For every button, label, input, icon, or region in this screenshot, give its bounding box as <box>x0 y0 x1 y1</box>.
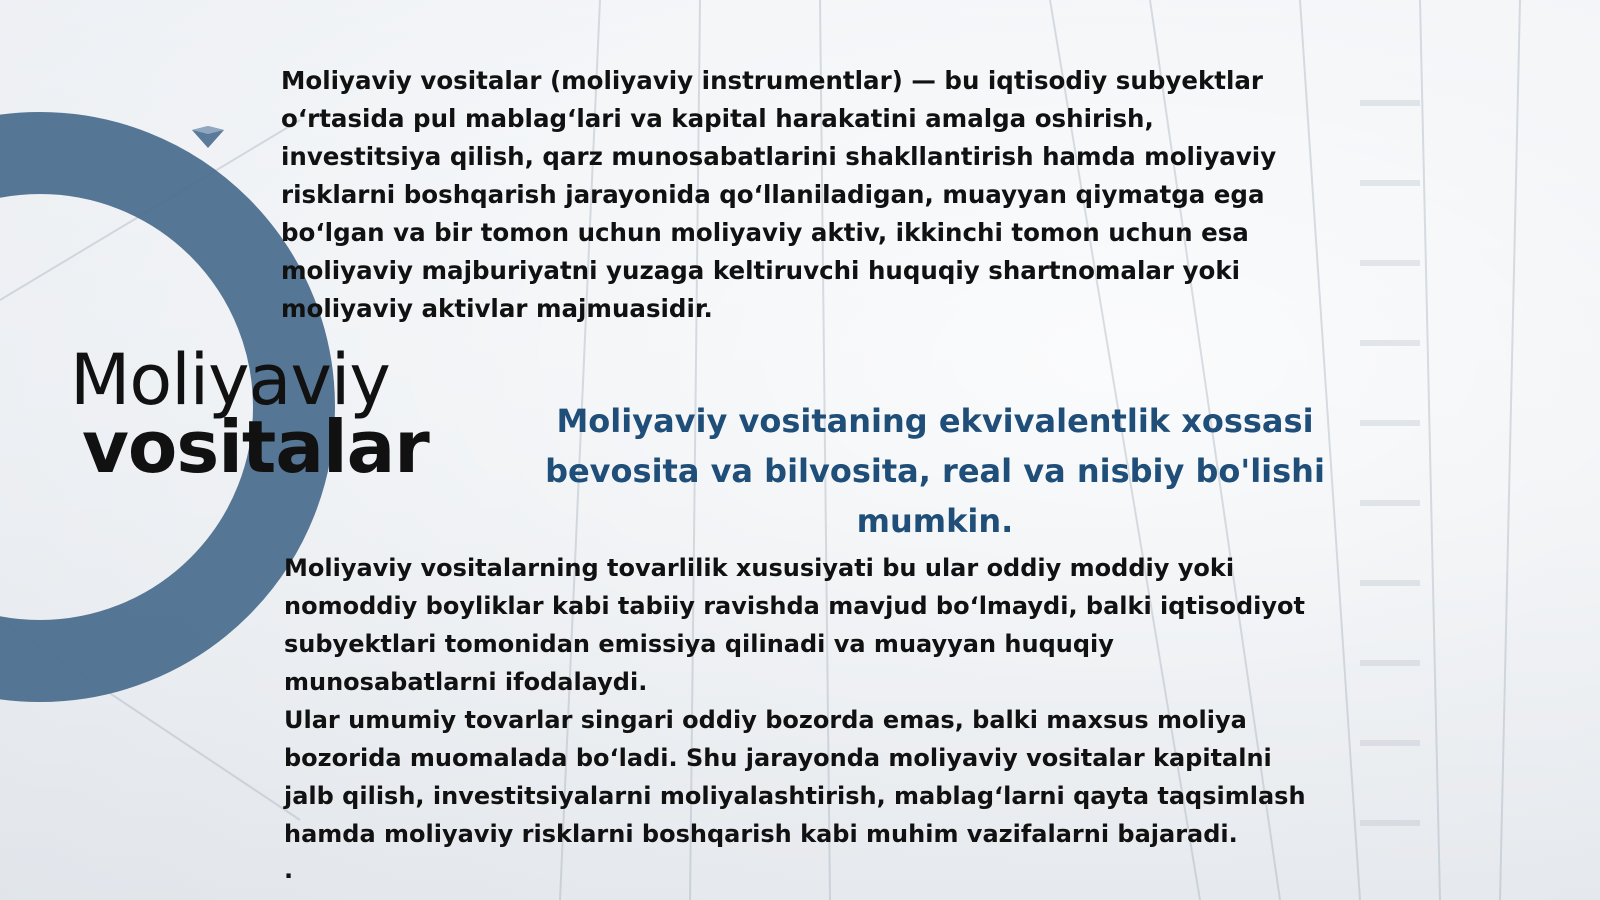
definition-paragraph: Moliyaviy vositalar (moliyaviy instrumentlar) — bu iqtisodiy subyektlar o‘rtasida pul mablag‘lari va kapital harakatini amalga oshirish, investitsiya qilish, qarz munosabatlarini shakllantirish hamda moliyaviy risklarni boshqarish jarayonida qo‘llaniladigan, muayyan qiymatga ega bo‘lgan va bir tomon uchun moliyaviy aktiv, ikkinchi tomon uchun esa moliyaviy majburiyatni yuzaga keltiruvchi huquqiy shartnomalar yoki moliyaviy aktivlar majmuasidir. <box>281 66 1277 323</box>
slide-title <box>70 339 450 489</box>
trailing-dot: . <box>284 856 294 884</box>
slide-title-line1: Moliyaviy <box>70 339 390 421</box>
slide-title-line2: vositalar <box>82 405 429 489</box>
diamond-icon <box>190 124 226 150</box>
highlight-statement: Moliyaviy vositaning ekvivalentlik xossasi bevosita va bilvosita, real va nisbiy bo'lishi mumkin. <box>545 402 1325 540</box>
body-paragraph-2: Ular umumiy tovarlar singari oddiy bozorda emas, balki maxsus moliya bozorida muomalada bo‘ladi. Shu jarayonda moliyaviy vositalar kapitalni jalb qilish, investitsiyalarni moliyalashtirish, mablag‘larni qayta taqsimlash hamda moliyaviy risklarni boshqarish kabi muhim vazifalarni bajaradi. <box>284 706 1306 848</box>
body-paragraph-1: Moliyaviy vositalarning tovarlilik xususiyati bu ular oddiy moddiy yoki nomoddiy boyliklar kabi tabiiy ravishda mavjud bo‘lmaydi, balki iqtisodiyot subyektlari tomonidan emissiya qilinadi va muayyan huquqiy munosabatlarni ifodalaydi. <box>284 554 1305 696</box>
body-paragraphs <box>284 549 1324 853</box>
